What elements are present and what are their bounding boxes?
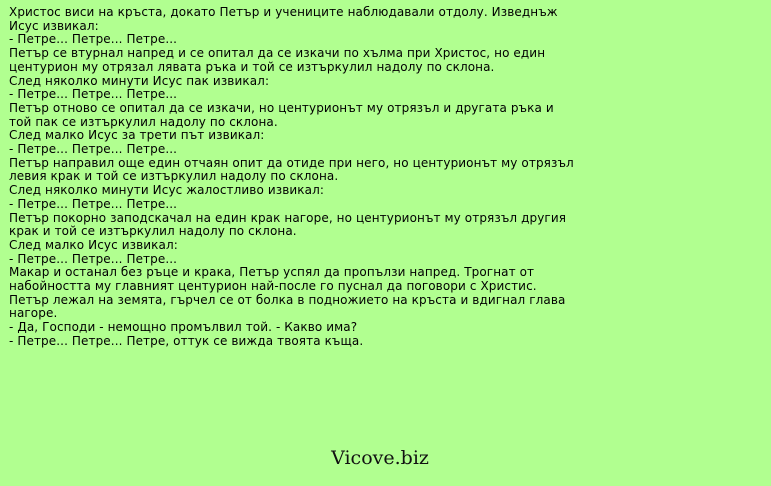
joke-line: След малко Исус извикал:	[9, 237, 178, 252]
joke-line: Исус извикал:	[9, 18, 99, 33]
joke-line: Петър направил още един отчаян опит да отиде при него, но центурионът му отрязъл	[9, 155, 574, 170]
joke-line: - Петре... Петре... Петре...	[9, 142, 178, 157]
joke-line: Петър отново се опитал да се изкачи, но центурионът му отрязъл и другата ръка и	[9, 100, 554, 115]
joke-line: След няколко минути Исус жалостливо извикал:	[9, 183, 324, 198]
joke-line: Макар и останал без ръце и крака, Петър успял да пропълзи напред. Трогнат от	[9, 265, 535, 280]
joke-line: След няколко минути Исус пак извикал:	[9, 73, 270, 88]
joke-line: набойността му главният центурион най-после го пуснал да поговори с Христис.	[9, 279, 537, 294]
joke-line: - Петре... Петре... Петре...	[9, 32, 178, 47]
joke-line: крак и той се изтъркулил надолу по склона.	[9, 224, 297, 239]
joke-line: левия крак и той се изтъркулил надолу по склона.	[9, 169, 339, 184]
joke-line: - Петре... Петре... Петре...	[9, 251, 178, 266]
joke-line: Христос виси на кръста, докато Петър и учениците наблюдавали отдолу. Изведнъж	[9, 5, 558, 19]
joke-line: той пак се изтъркулил надолу по склона.	[9, 114, 278, 129]
joke-line: Петър покорно заподскачал на един крак нагоре, но центурионът му отрязъл другия	[9, 210, 567, 225]
joke-text	[9, 6, 764, 349]
joke-line: - Петре... Петре... Петре...	[9, 196, 178, 211]
joke-line: - Петре... Петре... Петре, оттук се вижда твоята къща.	[9, 333, 364, 348]
site-watermark: Vicove.biz	[331, 447, 429, 469]
joke-line: Петър се втурнал напред и се опитал да се изкачи по хълма при Христос, но един	[9, 46, 546, 61]
joke-line: - Да, Господи - немощно промълвил той. - Какво има?	[9, 320, 358, 335]
joke-line: нагоре.	[9, 306, 58, 321]
joke-line: - Петре... Петре... Петре...	[9, 87, 178, 102]
joke-line: Петър лежал на земята, гърчел се от болка в подножието на кръста и вдигнал глава	[9, 292, 566, 307]
joke-line: центурион му отрязал лявата ръка и той се изтъркулил надолу по склона.	[9, 59, 495, 74]
joke-line: След малко Исус за трети път извикал:	[9, 128, 265, 143]
